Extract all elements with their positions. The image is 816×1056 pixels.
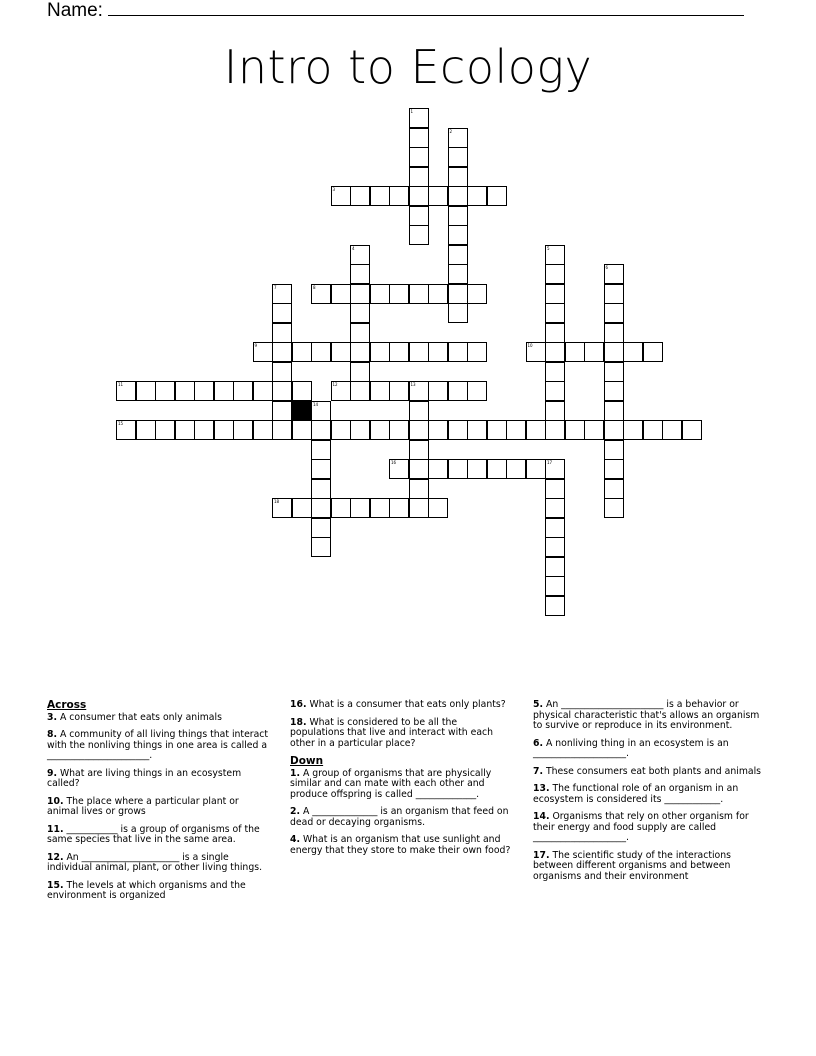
grid-cell[interactable] bbox=[448, 245, 468, 265]
clue-text: What is a consumer that eats only plants? bbox=[306, 699, 506, 710]
grid-cell[interactable] bbox=[545, 362, 565, 382]
grid-cell[interactable] bbox=[311, 459, 331, 479]
clue-text: A nonliving thing in an ecosystem is an ____________________. bbox=[533, 737, 729, 759]
clue-item bbox=[47, 769, 269, 790]
clue-item bbox=[533, 851, 769, 883]
grid-cell[interactable] bbox=[428, 459, 448, 479]
cell-number: 10 bbox=[527, 343, 533, 348]
page-title: Intro to Ecology bbox=[223, 40, 593, 94]
grid-cell[interactable] bbox=[604, 323, 624, 343]
grid-cell[interactable] bbox=[623, 420, 643, 440]
clue-number: 18. bbox=[290, 716, 307, 728]
grid-cell[interactable] bbox=[331, 284, 351, 304]
grid-cell[interactable] bbox=[311, 420, 331, 440]
grid-cell[interactable] bbox=[526, 342, 546, 362]
grid-cell[interactable] bbox=[409, 206, 429, 226]
grid-cell[interactable] bbox=[292, 498, 312, 518]
grid-cell[interactable] bbox=[604, 381, 624, 401]
cell-number: 18 bbox=[274, 499, 280, 504]
grid-cell[interactable] bbox=[331, 381, 351, 401]
clue-item bbox=[47, 825, 269, 846]
grid-cell[interactable] bbox=[409, 420, 429, 440]
grid-cell[interactable] bbox=[604, 284, 624, 304]
grid-cell[interactable] bbox=[448, 459, 468, 479]
grid-cell[interactable] bbox=[311, 479, 331, 499]
grid-cell[interactable] bbox=[409, 128, 429, 148]
grid-cell[interactable] bbox=[448, 303, 468, 323]
clue-number: 9. bbox=[47, 767, 58, 779]
grid-cell[interactable] bbox=[545, 401, 565, 421]
grid-cell[interactable] bbox=[643, 420, 663, 440]
grid-cell[interactable] bbox=[311, 518, 331, 538]
clue-text: The scientific study of the interactions between different organisms and between organisms and their environment bbox=[533, 849, 731, 882]
grid-cell[interactable] bbox=[526, 459, 546, 479]
grid-cell[interactable] bbox=[545, 518, 565, 538]
grid-cell[interactable] bbox=[311, 342, 331, 362]
grid-cell[interactable] bbox=[409, 284, 429, 304]
clue-item bbox=[533, 812, 769, 844]
grid-cell[interactable] bbox=[350, 381, 370, 401]
clue-text: A community of all living things that interact with the nonliving things in one area is called a ______________________. bbox=[47, 729, 269, 761]
grid-cell[interactable] bbox=[448, 381, 468, 401]
grid-cell[interactable] bbox=[545, 420, 565, 440]
grid-cell[interactable] bbox=[272, 362, 292, 382]
clue-item bbox=[47, 853, 269, 874]
grid-cell[interactable] bbox=[136, 381, 156, 401]
grid-cell[interactable] bbox=[545, 557, 565, 577]
grid-cell[interactable] bbox=[467, 420, 487, 440]
clue-item bbox=[47, 713, 269, 724]
clue-item bbox=[290, 807, 512, 828]
grid-cell[interactable] bbox=[311, 537, 331, 557]
clue-text: A ______________ is an organism that feed on dead or decaying organisms. bbox=[290, 806, 509, 828]
grid-cell[interactable] bbox=[506, 459, 526, 479]
clue-item bbox=[290, 700, 512, 711]
clues-column-2 bbox=[290, 700, 512, 863]
grid-cell[interactable] bbox=[409, 440, 429, 460]
grid-cell[interactable] bbox=[350, 245, 370, 265]
grid-cell[interactable] bbox=[448, 147, 468, 167]
clue-number: 15. bbox=[47, 879, 64, 891]
grid-cell[interactable] bbox=[409, 498, 429, 518]
cell-number: 5 bbox=[547, 245, 550, 251]
clue-number: 4. bbox=[290, 834, 301, 845]
clue-item bbox=[533, 700, 769, 732]
grid-cell[interactable] bbox=[448, 206, 468, 226]
grid-cell[interactable] bbox=[545, 479, 565, 499]
grid-cell[interactable] bbox=[545, 576, 565, 596]
grid-cell[interactable] bbox=[584, 420, 604, 440]
clue-number: 5. bbox=[533, 699, 544, 710]
grid-cell[interactable] bbox=[389, 420, 409, 440]
grid-cell[interactable] bbox=[409, 225, 429, 245]
grid-cell[interactable] bbox=[155, 381, 175, 401]
clue-text: ___________ is a group of organisms of the same species that live in the same area. bbox=[47, 823, 260, 845]
grid-cell[interactable] bbox=[311, 498, 331, 518]
grid-cell[interactable] bbox=[409, 108, 429, 128]
grid-cell[interactable] bbox=[136, 420, 156, 440]
grid-cell[interactable] bbox=[409, 167, 429, 187]
grid-cell[interactable] bbox=[545, 323, 565, 343]
grid-cell[interactable] bbox=[194, 381, 214, 401]
grid-cell[interactable] bbox=[350, 323, 370, 343]
clue-item bbox=[47, 881, 269, 902]
grid-cell[interactable] bbox=[565, 420, 585, 440]
grid-cell[interactable] bbox=[662, 420, 682, 440]
grid-cell[interactable] bbox=[175, 420, 195, 440]
clue-text: The levels at which organisms and the environment is organized bbox=[47, 879, 246, 901]
grid-cell[interactable] bbox=[428, 498, 448, 518]
grid-cell[interactable] bbox=[448, 284, 468, 304]
grid-cell[interactable] bbox=[467, 186, 487, 206]
clue-text: The functional role of an organism in an ecosystem is considered its ____________. bbox=[533, 783, 739, 805]
grid-cell[interactable] bbox=[604, 479, 624, 499]
grid-cell[interactable] bbox=[370, 381, 390, 401]
grid-cell[interactable] bbox=[370, 186, 390, 206]
clue-number: 2. bbox=[290, 806, 301, 817]
grid-cell[interactable] bbox=[194, 420, 214, 440]
grid-cell[interactable] bbox=[604, 303, 624, 323]
grid-cell[interactable] bbox=[643, 342, 663, 362]
grid-cell[interactable] bbox=[409, 147, 429, 167]
down-heading: Down bbox=[290, 755, 324, 767]
grid-cell[interactable] bbox=[350, 303, 370, 323]
grid-cell[interactable] bbox=[272, 284, 292, 304]
grid-cell[interactable] bbox=[292, 420, 312, 440]
grid-cell[interactable] bbox=[272, 342, 292, 362]
grid-cell[interactable] bbox=[526, 420, 546, 440]
grid-cell[interactable] bbox=[370, 498, 390, 518]
grid-cell[interactable] bbox=[272, 381, 292, 401]
grid-cell[interactable] bbox=[272, 498, 292, 518]
grid-cell[interactable] bbox=[311, 401, 331, 421]
clue-number: 17. bbox=[533, 849, 550, 861]
cell-number: 9 bbox=[254, 343, 258, 348]
cell-number: 3 bbox=[332, 187, 336, 192]
grid-cell[interactable] bbox=[409, 186, 429, 206]
grid-cell[interactable] bbox=[292, 381, 312, 401]
grid-cell[interactable] bbox=[604, 401, 624, 421]
grid-cell[interactable] bbox=[545, 459, 565, 479]
grid-cell[interactable] bbox=[370, 284, 390, 304]
clue-item bbox=[533, 784, 769, 805]
grid-cell[interactable] bbox=[487, 186, 507, 206]
grid-cell[interactable] bbox=[370, 342, 390, 362]
clue-text: What are living things in an ecosystem called? bbox=[47, 767, 242, 789]
clue-text: An _____________________ is a single individual animal, plant, or other living things. bbox=[47, 851, 263, 873]
clue-number: 10. bbox=[47, 795, 64, 807]
cell-number: 13 bbox=[410, 382, 416, 387]
clue-text: Organisms that rely on other organism for their energy and food supply are called ____________________. bbox=[533, 811, 749, 843]
grid-cell[interactable] bbox=[214, 381, 234, 401]
grid-cell[interactable] bbox=[214, 420, 234, 440]
clue-item bbox=[290, 769, 512, 801]
clue-text: The place where a particular plant or animal lives or grows bbox=[47, 795, 239, 817]
grid-cell[interactable] bbox=[233, 381, 253, 401]
grid-cell[interactable] bbox=[331, 186, 351, 206]
grid-cell[interactable] bbox=[253, 381, 273, 401]
grid-cell[interactable] bbox=[409, 479, 429, 499]
grid-cell[interactable] bbox=[409, 381, 429, 401]
grid-cell[interactable] bbox=[292, 342, 312, 362]
grid-cell[interactable] bbox=[428, 186, 448, 206]
grid-cell[interactable] bbox=[487, 459, 507, 479]
grid-cell[interactable] bbox=[604, 459, 624, 479]
grid-cell[interactable] bbox=[350, 186, 370, 206]
grid-cell[interactable] bbox=[604, 498, 624, 518]
cell-number: 12 bbox=[332, 382, 338, 387]
grid-cell[interactable] bbox=[389, 284, 409, 304]
clue-text: What is an organism that use sunlight and energy that they store to make their own food? bbox=[290, 834, 511, 856]
grid-cell[interactable] bbox=[467, 381, 487, 401]
grid-cell[interactable] bbox=[389, 459, 409, 479]
clue-number: 14. bbox=[533, 811, 550, 822]
grid-cell[interactable] bbox=[448, 128, 468, 148]
grid-cell[interactable] bbox=[545, 596, 565, 616]
grid-cell[interactable] bbox=[155, 420, 175, 440]
clue-item bbox=[290, 718, 512, 750]
cell-number: 2 bbox=[449, 128, 453, 134]
grid-cell[interactable] bbox=[448, 264, 468, 284]
cell-number: 17 bbox=[547, 460, 553, 465]
name-label: Name: bbox=[47, 0, 103, 21]
grid-cell[interactable] bbox=[545, 303, 565, 323]
clue-number: 3. bbox=[47, 711, 58, 723]
grid-cell[interactable] bbox=[623, 342, 643, 362]
grid-cell[interactable] bbox=[389, 186, 409, 206]
grid-cell[interactable] bbox=[331, 420, 351, 440]
grid-cell[interactable] bbox=[448, 420, 468, 440]
grid-cell[interactable] bbox=[487, 420, 507, 440]
grid-cell[interactable] bbox=[370, 420, 390, 440]
grid-cell[interactable] bbox=[428, 420, 448, 440]
grid-cell[interactable] bbox=[584, 342, 604, 362]
grid-cell[interactable] bbox=[467, 459, 487, 479]
cell-number: 15 bbox=[118, 421, 124, 426]
grid-cell[interactable] bbox=[545, 245, 565, 265]
grid-cell[interactable] bbox=[311, 440, 331, 460]
clue-number: 11. bbox=[47, 823, 64, 835]
grid-cell[interactable] bbox=[350, 498, 370, 518]
grid-cell[interactable] bbox=[272, 401, 292, 421]
clues-column-1 bbox=[47, 700, 269, 909]
grid-cell[interactable] bbox=[409, 342, 429, 362]
cell-number: 16 bbox=[391, 460, 397, 465]
grid-cell[interactable] bbox=[604, 440, 624, 460]
clue-number: 7. bbox=[533, 765, 544, 777]
clue-item bbox=[533, 767, 769, 778]
grid-cell[interactable] bbox=[565, 342, 585, 362]
clue-item bbox=[47, 730, 269, 762]
clue-item bbox=[47, 797, 269, 818]
clue-text: A consumer that eats only animals bbox=[57, 711, 222, 723]
clue-number: 6. bbox=[533, 737, 544, 749]
clue-text: An ______________________ is a behavior or physical characteristic that's allows an organism to survive or reproduce in its environment. bbox=[533, 699, 760, 731]
grid-cell[interactable] bbox=[545, 498, 565, 518]
grid-cell[interactable] bbox=[272, 420, 292, 440]
grid-cell[interactable] bbox=[428, 381, 448, 401]
clues-column-3 bbox=[533, 700, 769, 889]
grid-cell[interactable] bbox=[389, 498, 409, 518]
clue-item bbox=[290, 835, 512, 856]
grid-cell[interactable] bbox=[253, 342, 273, 362]
clue-item bbox=[533, 739, 769, 760]
grid-cell[interactable] bbox=[545, 537, 565, 557]
cell-number: 1 bbox=[410, 109, 414, 114]
grid-cell[interactable] bbox=[409, 459, 429, 479]
cell-number: 8 bbox=[313, 284, 316, 290]
grid-cell[interactable] bbox=[506, 420, 526, 440]
grid-cell[interactable] bbox=[272, 303, 292, 323]
clue-number: 8. bbox=[47, 729, 58, 740]
blocked-cell bbox=[292, 401, 312, 421]
cell-number: 6 bbox=[605, 265, 609, 270]
grid-cell[interactable] bbox=[350, 420, 370, 440]
across-heading: Across bbox=[47, 699, 87, 711]
grid-cell[interactable] bbox=[389, 381, 409, 401]
grid-cell[interactable] bbox=[409, 401, 429, 421]
grid-cell[interactable] bbox=[428, 342, 448, 362]
grid-cell[interactable] bbox=[428, 284, 448, 304]
clue-number: 16. bbox=[290, 699, 307, 710]
grid-cell[interactable] bbox=[233, 420, 253, 440]
grid-cell[interactable] bbox=[350, 284, 370, 304]
clue-number: 12. bbox=[47, 851, 64, 863]
grid-cell[interactable] bbox=[545, 342, 565, 362]
grid-cell[interactable] bbox=[545, 381, 565, 401]
clue-text: What is considered to be all the populations that live and interact with each other in a particular place? bbox=[290, 716, 494, 749]
grid-cell[interactable] bbox=[175, 381, 195, 401]
grid-cell[interactable] bbox=[448, 167, 468, 187]
grid-cell[interactable] bbox=[350, 264, 370, 284]
grid-cell[interactable] bbox=[448, 342, 468, 362]
cell-number: 7 bbox=[274, 284, 277, 290]
grid-cell[interactable] bbox=[350, 342, 370, 362]
grid-cell[interactable] bbox=[604, 362, 624, 382]
grid-cell[interactable] bbox=[545, 264, 565, 284]
grid-cell[interactable] bbox=[448, 186, 468, 206]
grid-cell[interactable] bbox=[331, 498, 351, 518]
cell-number: 4 bbox=[352, 245, 355, 251]
cell-number: 14 bbox=[313, 401, 319, 407]
grid-cell[interactable] bbox=[253, 420, 273, 440]
grid-cell[interactable] bbox=[350, 362, 370, 382]
cell-number: 11 bbox=[118, 382, 124, 387]
grid-cell[interactable] bbox=[116, 381, 136, 401]
grid-cell[interactable] bbox=[604, 420, 624, 440]
grid-cell[interactable] bbox=[604, 264, 624, 284]
grid-cell[interactable] bbox=[545, 284, 565, 304]
grid-cell[interactable] bbox=[311, 284, 331, 304]
grid-cell[interactable] bbox=[682, 420, 702, 440]
grid-cell[interactable] bbox=[467, 342, 487, 362]
clue-number: 13. bbox=[533, 783, 550, 794]
clue-text: These consumers eat both plants and animals bbox=[543, 765, 762, 777]
grid-cell[interactable] bbox=[331, 342, 351, 362]
grid-cell[interactable] bbox=[389, 342, 409, 362]
grid-cell[interactable] bbox=[467, 284, 487, 304]
grid-cell[interactable] bbox=[116, 420, 136, 440]
grid-cell[interactable] bbox=[448, 225, 468, 245]
grid-cell[interactable] bbox=[604, 342, 624, 362]
grid-cell[interactable] bbox=[272, 323, 292, 343]
clue-text: A group of organisms that are physically similar and can mate with each other and produce offspring is called _____________. bbox=[290, 767, 492, 800]
clue-number: 1. bbox=[290, 767, 301, 779]
